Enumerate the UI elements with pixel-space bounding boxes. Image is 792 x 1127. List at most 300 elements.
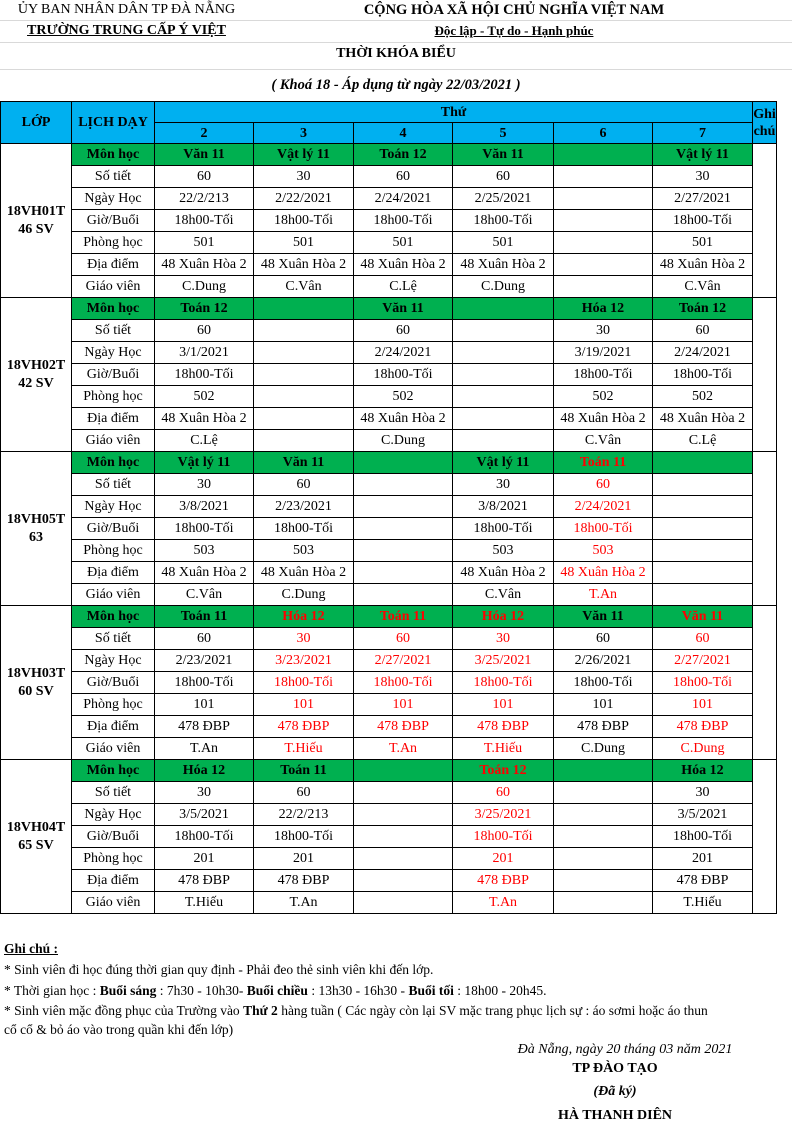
schedule-cell: 48 Xuân Hòa 2 — [155, 562, 254, 584]
schedule-cell: C.Dung — [254, 584, 354, 606]
schedule-cell: 48 Xuân Hòa 2 — [254, 254, 354, 276]
table-row — [1, 606, 777, 628]
note-line: * Thời gian học : Buổi sáng : 7h30 - 10h30- Buổi chiều : 13h30 - 16h30 - Buổi tối : 18h00 - 20h45. — [4, 983, 547, 998]
subject-cell: Vật lý 11 — [453, 452, 554, 474]
schedule-cell: 18h00-Tối — [354, 364, 453, 386]
table-row — [1, 298, 777, 320]
subject-cell: Toán 12 — [155, 298, 254, 320]
schedule-cell: C.Lệ — [354, 276, 453, 298]
schedule-cell: 2/27/2021 — [653, 650, 753, 672]
schedule-cell: 3/25/2021 — [453, 804, 554, 826]
schedule-cell: 478 ĐBP — [653, 716, 753, 738]
subject-cell: Hóa 12 — [155, 760, 254, 782]
schedule-cell: 60 — [453, 782, 554, 804]
header-note: Ghi chú — [753, 102, 777, 144]
schedule-cell: 18h00-Tối — [155, 826, 254, 848]
signature-position: TP ĐÀO TẠO — [572, 1061, 658, 1076]
row-label: Phòng học — [72, 386, 155, 408]
schedule-cell: 3/23/2021 — [254, 650, 354, 672]
subject-cell: Toán 11 — [354, 606, 453, 628]
row-label: Ngày Học — [72, 496, 155, 518]
schedule-cell: 101 — [554, 694, 653, 716]
schedule-cell: 3/19/2021 — [554, 342, 653, 364]
row-label: Số tiết — [72, 320, 155, 342]
schedule-cell — [554, 232, 653, 254]
schedule-cell: 48 Xuân Hòa 2 — [354, 254, 453, 276]
schedule-cell — [653, 562, 753, 584]
note-cell — [753, 298, 777, 452]
subject-cell — [453, 298, 554, 320]
schedule-cell: 18h00-Tối — [653, 672, 753, 694]
schedule-cell: 3/25/2021 — [453, 650, 554, 672]
schedule-cell: C.Dung — [155, 276, 254, 298]
row-label: Môn học — [72, 452, 155, 474]
schedule-cell: 18h00-Tối — [453, 210, 554, 232]
table-row — [1, 276, 777, 298]
row-label: Số tiết — [72, 628, 155, 650]
note-cell — [753, 760, 777, 914]
schedule-cell: C.Lệ — [653, 430, 753, 452]
schedule-cell: 201 — [254, 848, 354, 870]
schedule-cell: 48 Xuân Hòa 2 — [155, 408, 254, 430]
subject-cell: Văn 11 — [554, 606, 653, 628]
schedule-cell: 2/23/2021 — [254, 496, 354, 518]
schedule-cell — [354, 562, 453, 584]
schedule-cell — [254, 342, 354, 364]
schedule-cell — [653, 474, 753, 496]
schedule-cell: 18h00-Tối — [254, 672, 354, 694]
schedule-cell — [653, 518, 753, 540]
table-row — [1, 760, 777, 782]
schedule-cell: C.Vân — [653, 276, 753, 298]
schedule-cell — [453, 342, 554, 364]
schedule-cell — [554, 188, 653, 210]
schedule-cell: 18h00-Tối — [254, 518, 354, 540]
schedule-cell — [354, 584, 453, 606]
schedule-cell: 18h00-Tối — [554, 518, 653, 540]
class-name: 18VH04T 65 SV — [1, 760, 72, 914]
table-row — [1, 232, 777, 254]
schedule-cell: T.An — [554, 584, 653, 606]
timetable — [0, 101, 777, 914]
schedule-cell: 48 Xuân Hòa 2 — [554, 408, 653, 430]
schedule-cell: 501 — [653, 232, 753, 254]
schedule-cell: 18h00-Tối — [254, 210, 354, 232]
table-row — [1, 804, 777, 826]
row-label: Giờ/Buổi — [72, 518, 155, 540]
schedule-cell — [554, 870, 653, 892]
schedule-cell: 3/1/2021 — [155, 342, 254, 364]
schedule-cell: 503 — [155, 540, 254, 562]
table-row — [1, 584, 777, 606]
schedule-cell: 48 Xuân Hòa 2 — [554, 562, 653, 584]
class-name: 18VH02T 42 SV — [1, 298, 72, 452]
schedule-cell: 501 — [453, 232, 554, 254]
schedule-cell: C.Vân — [254, 276, 354, 298]
table-row — [1, 694, 777, 716]
schedule-cell: 18h00-Tối — [155, 518, 254, 540]
schedule-cell: 18h00-Tối — [155, 672, 254, 694]
note-cell — [753, 144, 777, 298]
schedule-cell: 48 Xuân Hòa 2 — [653, 408, 753, 430]
country-motto: CỘNG HÒA XÃ HỘI CHỦ NGHĨA VIỆT NAM — [363, 2, 665, 18]
note-cell — [753, 452, 777, 606]
schedule-cell: 18h00-Tối — [653, 364, 753, 386]
page-title: THỜI KHÓA BIỂU — [336, 46, 456, 61]
subject-cell — [254, 298, 354, 320]
schedule-cell — [254, 320, 354, 342]
table-row — [1, 254, 777, 276]
schedule-cell: 48 Xuân Hòa 2 — [653, 254, 753, 276]
ministry-name: ỦY BAN NHÂN DÂN TP ĐÀ NẴNG — [17, 2, 236, 17]
schedule-cell: 18h00-Tối — [653, 210, 753, 232]
schedule-cell: 2/22/2021 — [254, 188, 354, 210]
table-row — [1, 716, 777, 738]
schedule-cell: C.Lệ — [155, 430, 254, 452]
schedule-cell: 478 ĐBP — [254, 716, 354, 738]
subject-cell: Văn 11 — [155, 144, 254, 166]
schedule-cell: 201 — [653, 848, 753, 870]
schedule-cell — [554, 892, 653, 914]
schedule-cell: 60 — [653, 320, 753, 342]
schedule-cell: 18h00-Tối — [155, 364, 254, 386]
schedule-cell: 60 — [653, 628, 753, 650]
schedule-cell: 60 — [155, 320, 254, 342]
subject-cell: Văn 11 — [653, 606, 753, 628]
schedule-cell: 30 — [554, 320, 653, 342]
day-header: 7 — [653, 123, 753, 144]
schedule-cell: T.An — [453, 892, 554, 914]
table-row — [1, 672, 777, 694]
schedule-cell: 502 — [653, 386, 753, 408]
row-label: Giờ/Buổi — [72, 364, 155, 386]
schedule-cell: 478 ĐBP — [453, 870, 554, 892]
table-row — [1, 210, 777, 232]
row-label: Địa điểm — [72, 562, 155, 584]
schedule-cell: 60 — [155, 628, 254, 650]
row-label: Số tiết — [72, 166, 155, 188]
schedule-cell: T.An — [155, 738, 254, 760]
schedule-cell: C.Dung — [453, 276, 554, 298]
schedule-cell: 478 ĐBP — [453, 716, 554, 738]
schedule-cell: 60 — [354, 628, 453, 650]
table-row — [1, 342, 777, 364]
class-name: 18VH05T 63 — [1, 452, 72, 606]
subject-cell: Vật lý 11 — [254, 144, 354, 166]
schedule-cell: 30 — [155, 782, 254, 804]
schedule-cell: 30 — [453, 474, 554, 496]
row-label: Giờ/Buổi — [72, 210, 155, 232]
schedule-cell — [554, 848, 653, 870]
header-schedule: LỊCH DẠY — [72, 102, 155, 144]
note-line: * Sinh viên mặc đồng phục của Trường vào Thứ 2 hàng tuần ( Các ngày còn lại SV mặc trang phục lịch sự : áo sơmi hoặc áo thun — [4, 1003, 708, 1018]
schedule-cell: 501 — [254, 232, 354, 254]
subject-cell: Toán 12 — [453, 760, 554, 782]
row-label: Số tiết — [72, 782, 155, 804]
schedule-cell — [453, 430, 554, 452]
row-label: Giờ/Buổi — [72, 672, 155, 694]
subject-cell — [554, 144, 653, 166]
day-header: 5 — [453, 123, 554, 144]
schedule-cell — [554, 826, 653, 848]
row-label: Địa điểm — [72, 870, 155, 892]
table-row — [1, 452, 777, 474]
schedule-cell: 18h00-Tối — [254, 826, 354, 848]
subject-cell: Vật lý 11 — [653, 144, 753, 166]
table-row — [1, 386, 777, 408]
page-subtitle: ( Khoá 18 - Áp dụng từ ngày 22/03/2021 ) — [271, 77, 521, 93]
table-row — [1, 892, 777, 914]
schedule-cell: 478 ĐBP — [554, 716, 653, 738]
schedule-cell: 478 ĐBP — [254, 870, 354, 892]
schedule-cell: 30 — [653, 782, 753, 804]
row-label: Giáo viên — [72, 430, 155, 452]
schedule-cell — [254, 430, 354, 452]
row-label: Ngày Học — [72, 342, 155, 364]
schedule-cell: 503 — [554, 540, 653, 562]
subject-cell: Toán 11 — [254, 760, 354, 782]
table-row — [1, 320, 777, 342]
table-row — [1, 364, 777, 386]
row-label: Môn học — [72, 606, 155, 628]
row-label: Ngày Học — [72, 804, 155, 826]
table-row — [1, 628, 777, 650]
schedule-cell: 18h00-Tối — [453, 518, 554, 540]
schedule-cell: 18h00-Tối — [453, 672, 554, 694]
schedule-cell — [254, 364, 354, 386]
schedule-cell — [354, 540, 453, 562]
schedule-cell — [453, 364, 554, 386]
schedule-cell — [554, 254, 653, 276]
schedule-cell — [554, 276, 653, 298]
note-line: * Sinh viên đi học đúng thời gian quy định - Phải đeo thẻ sinh viên khi đến lớp. — [4, 962, 434, 977]
schedule-cell — [554, 166, 653, 188]
header-class: LỚP — [1, 102, 72, 144]
schedule-cell: 18h00-Tối — [653, 826, 753, 848]
header-day: Thứ — [155, 102, 753, 123]
subject-cell: Văn 11 — [254, 452, 354, 474]
row-label: Ngày Học — [72, 650, 155, 672]
schedule-cell: 2/26/2021 — [554, 650, 653, 672]
table-row — [1, 430, 777, 452]
schedule-cell: 30 — [254, 628, 354, 650]
schedule-cell: T.An — [354, 738, 453, 760]
schedule-cell: 18h00-Tối — [155, 210, 254, 232]
schedule-cell: 60 — [254, 474, 354, 496]
schedule-cell: 60 — [554, 628, 653, 650]
schedule-cell: C.Vân — [554, 430, 653, 452]
table-row — [1, 408, 777, 430]
schedule-cell: 48 Xuân Hòa 2 — [354, 408, 453, 430]
schedule-cell — [354, 782, 453, 804]
subject-cell — [354, 452, 453, 474]
row-label: Địa điểm — [72, 716, 155, 738]
schedule-cell: 502 — [155, 386, 254, 408]
subject-cell: Văn 11 — [354, 298, 453, 320]
signature-date: Đà Nẵng, ngày 20 tháng 03 năm 2021 — [517, 1042, 733, 1057]
schedule-cell: T.Hiếu — [254, 738, 354, 760]
subject-cell: Hóa 12 — [254, 606, 354, 628]
schedule-cell: 60 — [354, 166, 453, 188]
row-label: Môn học — [72, 760, 155, 782]
schedule-cell: 101 — [155, 694, 254, 716]
subject-cell: Hóa 12 — [653, 760, 753, 782]
row-label: Phòng học — [72, 540, 155, 562]
table-row — [1, 782, 777, 804]
table-row — [1, 848, 777, 870]
table-row — [1, 650, 777, 672]
table-row — [1, 188, 777, 210]
schedule-cell: 18h00-Tối — [554, 364, 653, 386]
row-label: Phòng học — [72, 694, 155, 716]
table-row — [1, 166, 777, 188]
schedule-cell: 22/2/213 — [254, 804, 354, 826]
schedule-cell: 48 Xuân Hòa 2 — [453, 254, 554, 276]
schedule-cell: 30 — [254, 166, 354, 188]
schedule-cell: 2/25/2021 — [453, 188, 554, 210]
subject-cell — [653, 452, 753, 474]
schedule-cell: C.Vân — [453, 584, 554, 606]
table-row — [1, 562, 777, 584]
schedule-cell: 478 ĐBP — [354, 716, 453, 738]
subject-cell: Toán 12 — [653, 298, 753, 320]
schedule-cell — [554, 210, 653, 232]
schedule-cell: 3/5/2021 — [653, 804, 753, 826]
day-header: 6 — [554, 123, 653, 144]
schedule-cell — [653, 584, 753, 606]
schedule-cell: 18h00-Tối — [453, 826, 554, 848]
subject-cell: Toán 11 — [554, 452, 653, 474]
row-label: Phòng học — [72, 848, 155, 870]
subject-cell: Hóa 12 — [554, 298, 653, 320]
schedule-cell — [554, 804, 653, 826]
schedule-cell: 503 — [254, 540, 354, 562]
table-row — [1, 738, 777, 760]
schedule-cell — [453, 320, 554, 342]
schedule-cell: 18h00-Tối — [354, 210, 453, 232]
schedule-cell — [453, 408, 554, 430]
subject-cell: Hóa 12 — [453, 606, 554, 628]
schedule-cell: 60 — [554, 474, 653, 496]
subject-cell: Toán 11 — [155, 606, 254, 628]
table-row — [1, 826, 777, 848]
row-label: Địa điểm — [72, 254, 155, 276]
schedule-cell: 2/27/2021 — [653, 188, 753, 210]
schedule-cell: 60 — [453, 166, 554, 188]
schedule-cell: 501 — [155, 232, 254, 254]
subject-cell — [554, 760, 653, 782]
schedule-cell: 30 — [155, 474, 254, 496]
schedule-cell: 502 — [554, 386, 653, 408]
row-label: Ngày Học — [72, 188, 155, 210]
schedule-cell: 2/23/2021 — [155, 650, 254, 672]
schedule-cell: C.Dung — [554, 738, 653, 760]
schedule-cell: 22/2/213 — [155, 188, 254, 210]
schedule-cell: 60 — [254, 782, 354, 804]
schedule-cell: 2/24/2021 — [354, 342, 453, 364]
row-label: Giáo viên — [72, 276, 155, 298]
schedule-cell: 478 ĐBP — [155, 716, 254, 738]
schedule-cell — [653, 540, 753, 562]
schedule-cell: 3/5/2021 — [155, 804, 254, 826]
row-label: Môn học — [72, 298, 155, 320]
schedule-cell: 60 — [354, 320, 453, 342]
row-label: Giáo viên — [72, 892, 155, 914]
schedule-cell: 48 Xuân Hòa 2 — [254, 562, 354, 584]
schedule-cell — [354, 804, 453, 826]
schedule-cell: 3/8/2021 — [453, 496, 554, 518]
schedule-cell: 101 — [653, 694, 753, 716]
schedule-cell: 48 Xuân Hòa 2 — [453, 562, 554, 584]
schedule-cell — [554, 782, 653, 804]
motto-subline: Độc lập - Tự do - Hạnh phúc — [434, 23, 594, 38]
day-header: 3 — [254, 123, 354, 144]
table-row — [1, 540, 777, 562]
schedule-cell: C.Vân — [155, 584, 254, 606]
schedule-cell: 30 — [653, 166, 753, 188]
row-label: Môn học — [72, 144, 155, 166]
schedule-cell: C.Dung — [653, 738, 753, 760]
schedule-cell — [354, 518, 453, 540]
table-row — [1, 474, 777, 496]
schedule-cell: 101 — [453, 694, 554, 716]
schedule-cell: T.An — [254, 892, 354, 914]
schedule-cell — [254, 408, 354, 430]
schedule-cell: T.Hiếu — [653, 892, 753, 914]
schedule-cell — [354, 892, 453, 914]
schedule-cell: 201 — [453, 848, 554, 870]
schedule-cell: C.Dung — [354, 430, 453, 452]
subject-cell: Vật lý 11 — [155, 452, 254, 474]
row-label: Giáo viên — [72, 584, 155, 606]
schedule-cell: 501 — [354, 232, 453, 254]
subject-cell — [354, 760, 453, 782]
schedule-cell: 502 — [354, 386, 453, 408]
schedule-cell: 18h00-Tối — [354, 672, 453, 694]
schedule-cell: 478 ĐBP — [653, 870, 753, 892]
schedule-cell: 30 — [453, 628, 554, 650]
signature-signed: (Đã ký) — [593, 1084, 637, 1099]
notes-title: Ghi chú : — [4, 941, 59, 956]
school-name: TRƯỜNG TRUNG CẤP Ý VIỆT — [27, 23, 226, 38]
schedule-cell: 60 — [155, 166, 254, 188]
schedule-cell: 478 ĐBP — [155, 870, 254, 892]
schedule-cell — [653, 496, 753, 518]
schedule-cell — [254, 386, 354, 408]
table-row — [1, 496, 777, 518]
schedule-cell: 2/27/2021 — [354, 650, 453, 672]
schedule-cell — [354, 474, 453, 496]
row-label: Giờ/Buổi — [72, 826, 155, 848]
note-line: cổ cổ & bỏ áo vào trong quần khi đến lớp) — [4, 1022, 234, 1037]
subject-cell: Toán 12 — [354, 144, 453, 166]
subject-cell: Văn 11 — [453, 144, 554, 166]
schedule-cell: T.Hiếu — [453, 738, 554, 760]
schedule-cell — [354, 826, 453, 848]
note-cell — [753, 606, 777, 760]
row-label: Phòng học — [72, 232, 155, 254]
class-name: 18VH01T 46 SV — [1, 144, 72, 298]
schedule-cell: 201 — [155, 848, 254, 870]
schedule-cell — [354, 496, 453, 518]
schedule-cell: 2/24/2021 — [554, 496, 653, 518]
table-row — [1, 518, 777, 540]
schedule-cell — [354, 870, 453, 892]
class-name: 18VH03T 60 SV — [1, 606, 72, 760]
schedule-cell: 2/24/2021 — [354, 188, 453, 210]
day-header: 2 — [155, 123, 254, 144]
table-row — [1, 144, 777, 166]
